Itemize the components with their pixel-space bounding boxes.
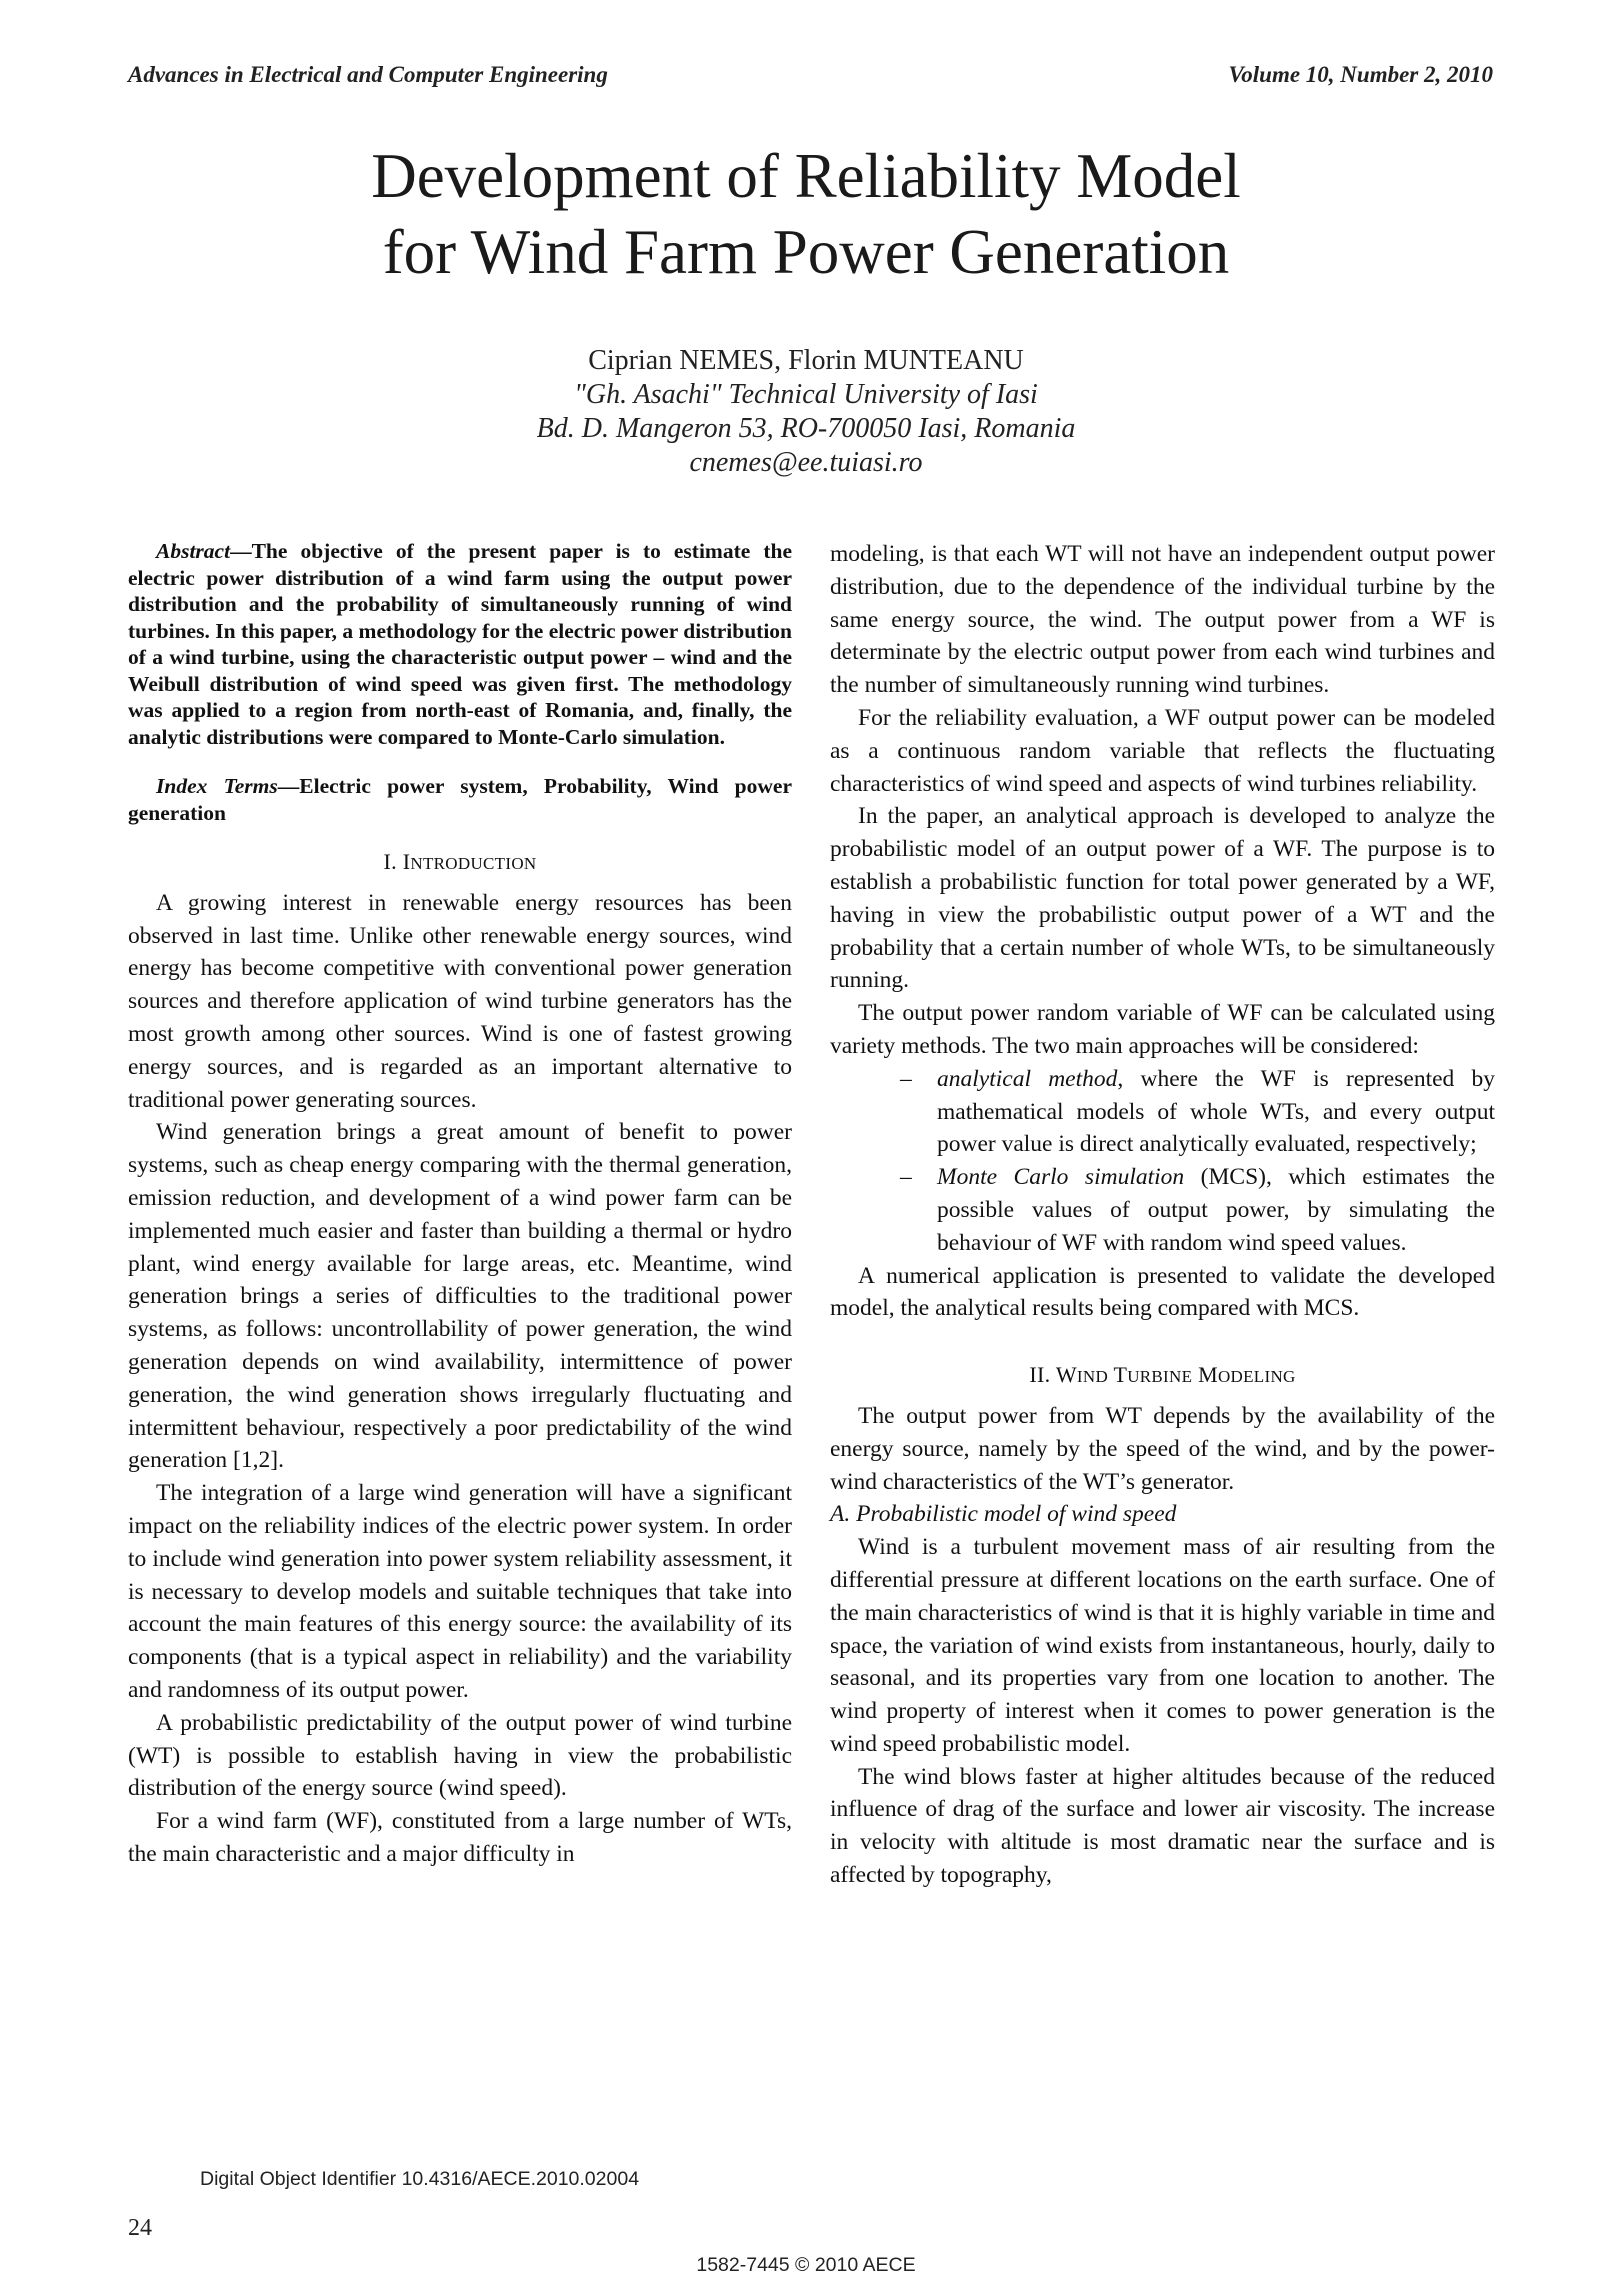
body-paragraph: Wind is a turbulent movement mass of air resulting from the differential pressure at different locations on the earth surface. One of the main characteristics of wind is that it is highly variable in time and space, the variation of wind exists from instantaneous, hourly, daily to seasonal, and its properties vary from one location to another. The wind property of interest when it comes to power generation is the wind speed probabilistic model. [830,1534,1495,1757]
paper-title-line1: Development of Reliability Model [371,141,1241,211]
body-paragraph: In the paper, an analytical approach is developed to analyze the probabilistic model of an output power of a WF. The purpose is to establish a probabilistic function for total power generated by a WF, having in view the probabilistic output power of a WT and the probability that a certain number of whole WTs, to be simultaneously running. [830,803,1495,994]
abstract [128,538,792,750]
section-heading-wind-turbine-modeling: II. WIND TURBINE MODELING [1029,1362,1296,1388]
intro-paragraph: Wind generation brings a great amount of benefit to power systems, such as cheap energy comparing with the thermal generation, emission reduction, and development of a wind power farm can be implemented much easier and faster than building a thermal or hydro plant, wind energy available for large areas, etc. Meantime, wind generation brings a series of difficulties to the traditional power systems, as follows: uncontrollability of power generation, the wind generation depends on wind availability, intermittence of power generation, the wind generation shows irregularly fluctuating and intermittent behaviour, respectively a poor predictability of the wind generation [1,2]. [128,1119,792,1474]
body-paragraph: A numerical application is presented to validate the developed model, the analytical results being compared with MCS. [830,1262,1495,1322]
author-address: Bd. D. Mangeron 53, RO-700050 Iasi, Romania [536,413,1076,444]
author-affiliation: "Gh. Asachi" Technical University of Iasi [574,379,1038,410]
right-column [830,538,1495,1892]
page-number: 24 [128,2215,152,2241]
body-paragraph: modeling, is that each WT will not have an independent output power distribution, due to the dependence of the individual turbine by the same energy source, the wind. The output power from a WF is determinate by the electric output power from each wind turbines and the number of simultaneously running wind turbines. [830,541,1495,699]
intro-paragraph: A probabilistic predictability of the output power of wind turbine (WT) is possible to establish having in view the probabilistic distribution of the energy source (wind speed). [128,1709,792,1802]
method-list [830,1063,1495,1260]
intro-paragraph: A growing interest in renewable energy resources has been observed in last time. Unlike other renewable energy sources, wind energy has become competitive with conventional power generation sources and therefore application of wind turbine generators has the most growth among other sources. Wind is one of fastest growing energy sources, and is regarded as an important alternative to traditional power generating sources. [128,889,792,1113]
paper-title-line2: for Wind Farm Power Generation [382,217,1230,287]
index-terms-lead: Index Terms [156,774,278,798]
author-email: cnemes@ee.tuiasi.ro [689,447,923,478]
section-heading-introduction: I. INTRODUCTION [383,849,537,874]
volume-info: Volume 10, Number 2, 2010 [1228,62,1493,87]
author-names: Ciprian NEMES, Florin MUNTEANU [588,345,1024,376]
index-terms [128,773,792,826]
intro-paragraph: For a wind farm (WF), constituted from a large number of WTs, the main characteristic and a major difficulty in [128,1808,792,1867]
body-paragraph: The wind blows faster at higher altitudes because of the reduced influence of drag of the surface and lower air viscosity. The increase in velocity with altitude is most dramatic near the surface and is affected by topography, [830,1763,1495,1889]
abstract-lead: Abstract [156,539,231,563]
left-column [128,538,792,1871]
body-paragraph: For the reliability evaluation, a WF output power can be modeled as a continuous random variable that reflects the fluctuating characteristics of wind speed and aspects of wind turbines reliability. [830,704,1495,797]
body-paragraph: The output power random variable of WF can be calculated using variety methods. The two main approaches will be considered: [830,1000,1495,1059]
list-item: – analytical method, where the WF is represented by mathematical models of whole WTs, and every output power value is direct analytically evaluated, respectively; [900,1065,1495,1158]
journal-name: Advances in Electrical and Computer Engineering [128,62,608,87]
list-item: – Monte Carlo simulation (MCS), which estimates the possible values of output power, by simulating the behaviour of WF with random wind speed values. [900,1164,1495,1256]
doi: Digital Object Identifier 10.4316/AECE.2010.02004 [200,2168,640,2190]
intro-paragraph: The integration of a large wind generation will have a significant impact on the reliability indices of the electric power system. In order to include wind generation into power system reliability assessment, it is necessary to develop models and suitable techniques that take into account the main features of this energy source: the availability of its components (that is a typical aspect in reliability) and the variability and randomness of its output power. [128,1480,792,1703]
subsection-heading: A. Probabilistic model of wind speed [830,1501,1177,1528]
copyright: 1582-7445 © 2010 AECE [696,2254,916,2276]
index-terms-text: —Electric power system, Probability, Wind power generation [128,774,793,825]
body-paragraph: The output power from WT depends by the availability of the energy source, namely by the speed of the wind, and by the power-wind characteristics of the WT’s generator. [830,1402,1495,1495]
abstract-text: —The objective of the present paper is to estimate the electric power distribution of a wind farm using the output power distribution and the probability of simultaneously running of wind turbines. In this paper, a methodology for the electric power distribution of a wind turbine, using the characteristic output power – wind and the Weibull distribution of wind speed was given first. The methodology was applied to a region from north-east of Romania, and, finally, the analytic distributions were compared to Monte-Carlo simulation. [128,539,792,749]
